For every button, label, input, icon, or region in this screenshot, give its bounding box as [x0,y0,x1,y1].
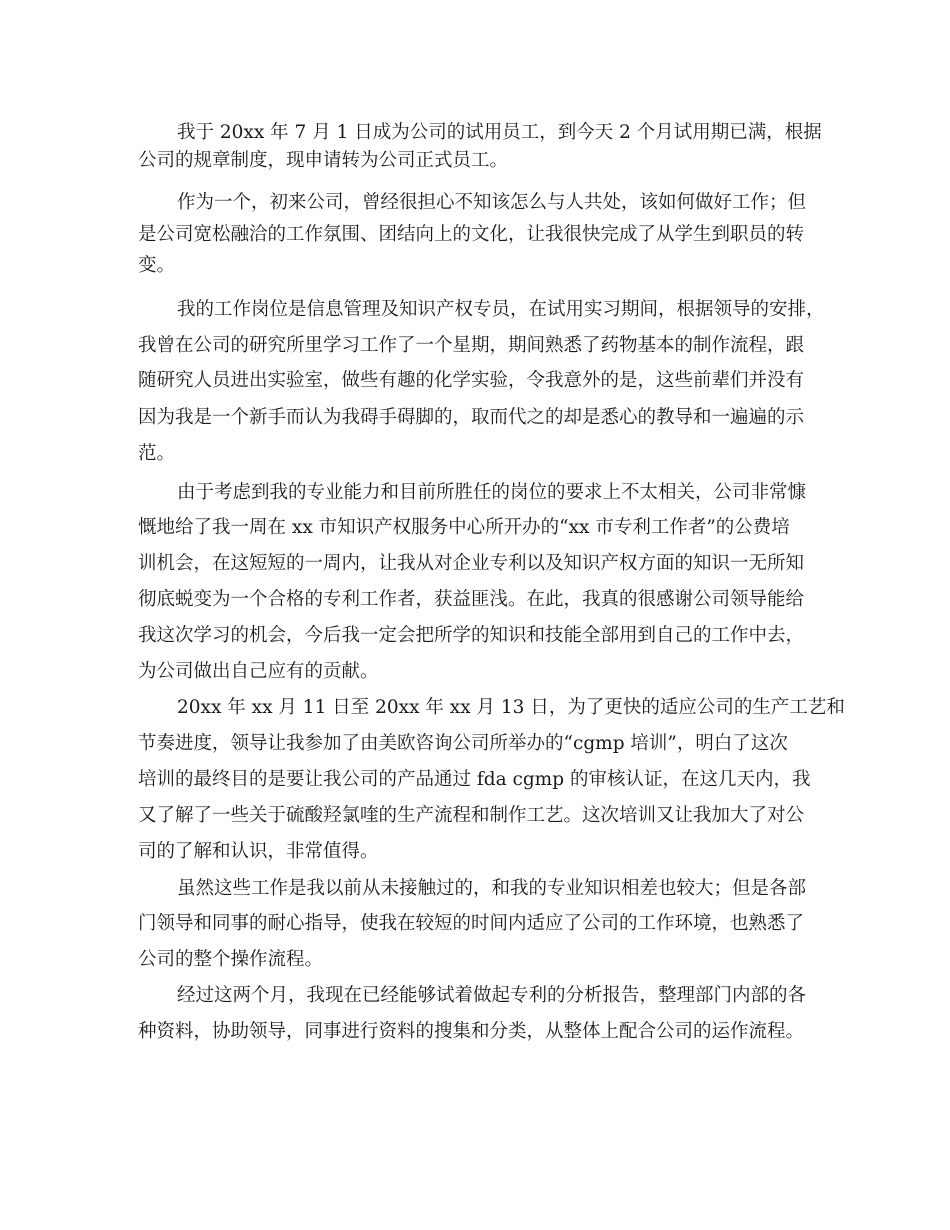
paragraph-2-line-2: 是公司宽松融洽的工作氛围、团结向上的文化，让我很快完成了从学生到职员的转 [138,224,805,245]
paragraph-2-line-3: 变。 [138,255,176,276]
paragraph-5-line-5: 司的了解和认识，非常值得。 [138,841,379,862]
paragraph-3-line-4: 因为我是一个新手而认为我碍手碍脚的，取而代之的却是悉心的教导和一遍遍的示 [138,407,805,428]
paragraph-6-line-2: 门领导和同事的耐心指导，使我在较短的时间内适应了公司的工作环境，也熟悉了 [138,913,805,934]
paragraph-5-line-2: 节奏进度，领导让我参加了由美欧咨询公司所举办的“cgmp 培训”，明白了这次 [138,733,788,754]
paragraph-7-line-2: 种资料，协助领导，同事进行资料的搜集和分类，从整体上配合公司的运作流程。 [138,1021,805,1042]
paragraph-1-line-1: 我于 20xx 年 7 月 1 日成为公司的试用员工，到今天 2 个月试用期已满，根据 [177,122,822,143]
paragraph-1-line-2: 公司的规章制度，现申请转为公司正式员工。 [138,150,509,171]
paragraph-7-line-1: 经过这两个月，我现在已经能够试着做起专利的分析报告，整理部门内部的各 [177,985,807,1006]
paragraph-5-line-4: 又了解了一些关于硫酸羟氯喹的生产流程和制作工艺。这次培训又让我加大了对公 [138,805,805,826]
paragraph-3-line-5: 范。 [138,443,176,464]
paragraph-5-line-1: 20xx 年 xx 月 11 日至 20xx 年 xx 月 13 日，为了更快的适应公司的生产工艺和 [177,697,845,718]
paragraph-6-line-1: 虽然这些工作是我以前从未接触过的，和我的专业知识相差也较大；但是各部 [177,878,807,899]
paragraph-5-line-3: 培训的最终目的是要让我公司的产品通过 fda cgmp 的审核认证，在这几天内，我 [138,769,811,790]
paragraph-4-line-1: 由于考虑到我的专业能力和目前所胜任的岗位的要求上不太相关，公司非常慷 [177,482,807,503]
paragraph-2-line-1: 作为一个，初来公司，曾经很担心不知该怎么与人共处，该如何做好工作；但 [177,192,807,213]
paragraph-3-line-3: 随研究人员进出实验室，做些有趣的化学实验，令我意外的是，这些前辈们并没有 [138,370,805,391]
paragraph-4-line-2: 慨地给了我一周在 xx 市知识产权服务中心所开办的“xx 市专利工作者”的公费培 [138,517,790,538]
paragraph-4-line-5: 我这次学习的机会，今后我一定会把所学的知识和技能全部用到自己的工作中去， [138,625,805,646]
paragraph-3-line-1: 我的工作岗位是信息管理及知识产权专员，在试用实习期间，根据领导的安排， [177,299,825,320]
paragraph-4-line-4: 彻底蜕变为一个合格的专利工作者，获益匪浅。在此，我真的很感谢公司领导能给 [138,589,805,610]
paragraph-3-line-2: 我曾在公司的研究所里学习工作了一个星期，期间熟悉了药物基本的制作流程，跟 [138,335,805,356]
paragraph-6-line-3: 公司的整个操作流程。 [138,949,324,970]
paragraph-4-line-3: 训机会，在这短短的一周内，让我从对企业专利以及知识产权方面的知识一无所知 [138,553,805,574]
paragraph-4-line-6: 为公司做出自己应有的贡献。 [138,661,379,682]
